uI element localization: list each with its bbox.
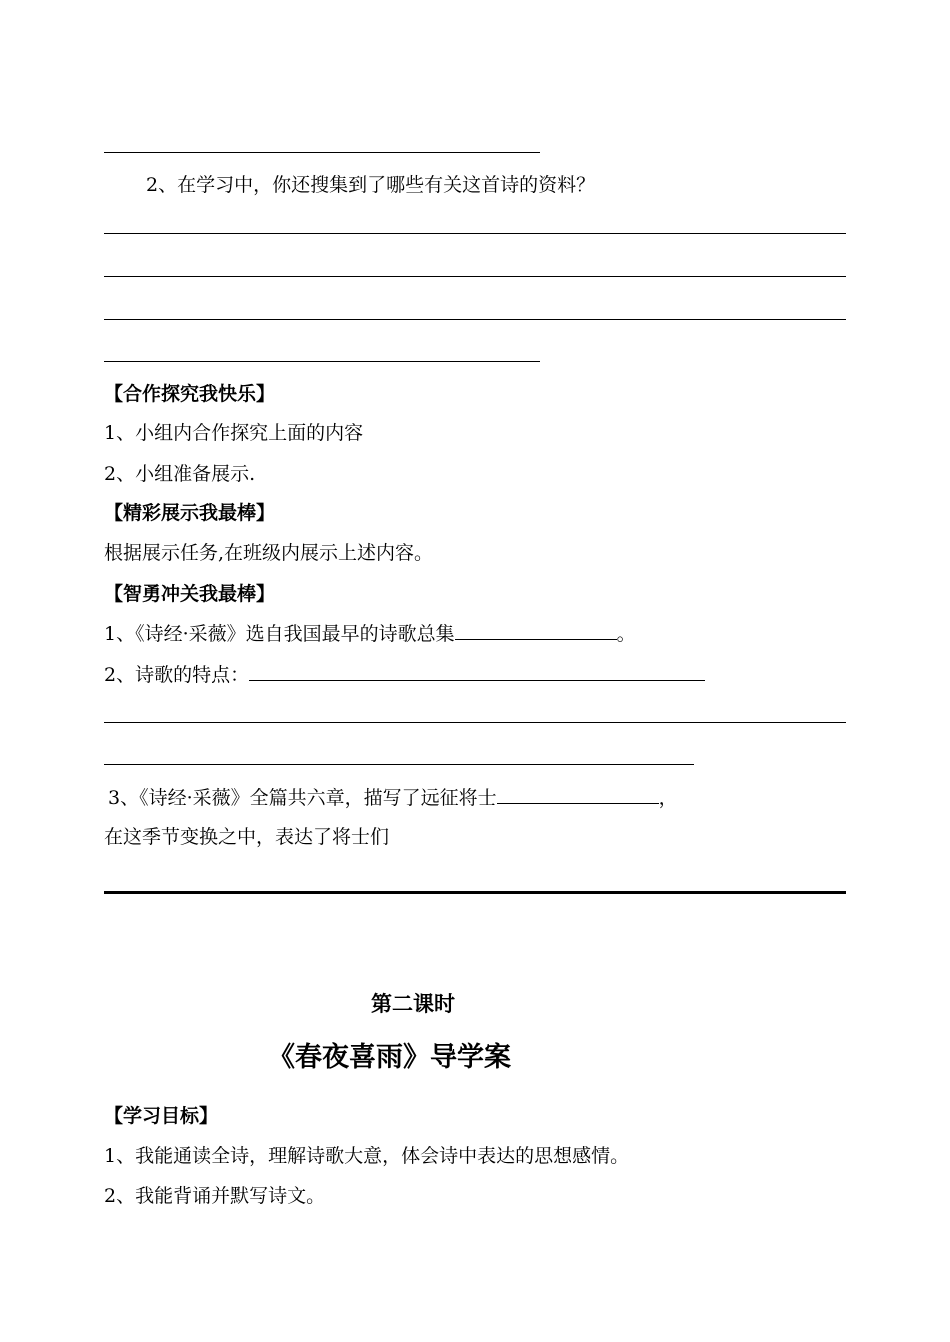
answer-line (104, 361, 540, 362)
section-heading-display: 【精彩展示我最棒】 (104, 502, 276, 524)
fill-blank[interactable] (497, 784, 659, 804)
challenge-question-2 (104, 661, 705, 688)
cooperate-item-2: 2、小组准备展示. (104, 463, 256, 485)
answer-line (104, 722, 846, 723)
answer-line (104, 764, 694, 765)
section-heading-goals: 【学习目标】 (104, 1105, 219, 1127)
challenge-question-3-line-2: 在这季节变换之中，表达了将士们 (104, 826, 390, 848)
goal-item-1: 1、我能通读全诗，理解诗歌大意，体会诗中表达的思想感情。 (104, 1145, 630, 1167)
question-text: 3、《诗经·采薇》全篇共六章，描写了远征将士 (108, 787, 497, 809)
question-text: 1、《诗经·采薇》选自我国最早的诗歌总集 (104, 623, 455, 645)
section-heading-challenge: 【智勇冲关我最棒】 (104, 583, 276, 605)
lesson-title: 《春夜喜雨》导学案 (268, 1042, 511, 1073)
lesson-subtitle: 第二课时 (371, 992, 455, 1016)
goal-item-2: 2、我能背诵并默写诗文。 (104, 1185, 326, 1207)
fill-blank[interactable] (249, 661, 705, 681)
section-divider (104, 891, 846, 894)
challenge-question-3 (108, 784, 678, 811)
cooperate-item-1: 1、小组内合作探究上面的内容 (104, 422, 364, 444)
question-text: 2、诗歌的特点： (104, 664, 250, 686)
answer-line (104, 233, 846, 234)
answer-line (104, 276, 846, 277)
question-suffix: 。 (616, 623, 636, 645)
question-2: 2、在学习中，你还搜集到了哪些有关这首诗的资料？ (146, 174, 596, 196)
question-suffix: ， (658, 787, 678, 809)
display-text: 根据展示任务,在班级内展示上述内容。 (104, 542, 434, 564)
challenge-question-1 (104, 620, 636, 647)
answer-line (104, 152, 540, 153)
section-heading-cooperate: 【合作探究我快乐】 (104, 383, 276, 405)
fill-blank[interactable] (455, 620, 617, 640)
answer-line (104, 319, 846, 320)
